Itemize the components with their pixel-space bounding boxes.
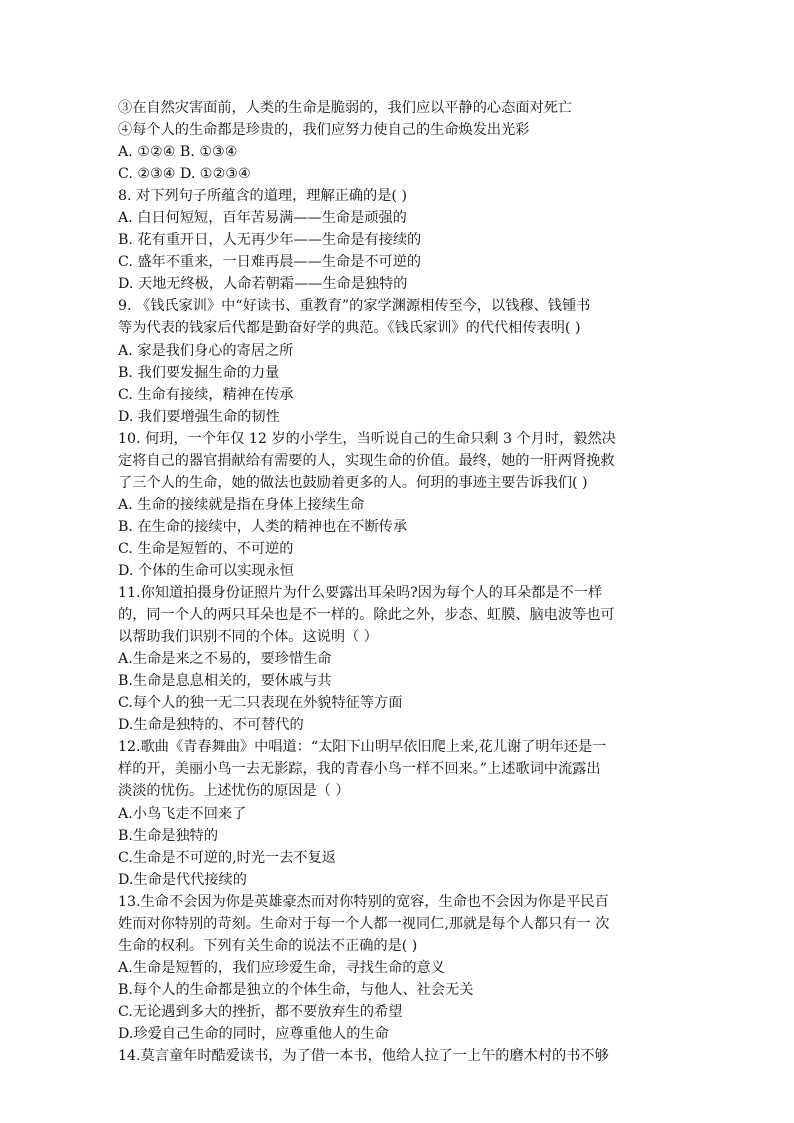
text-line: 13.生命不会因为你是英雄豪杰而对你特别的宽容，生命也不会因为你是平民百 <box>118 893 609 910</box>
text-line: B.生命是独特的 <box>118 827 219 844</box>
text-line: A. 生命的接续就是指在身体上接续生命 <box>118 496 365 513</box>
text-line: 10. 何玥，一个年仅 12 岁的小学生，当听说自己的生命只剩 3 个月时，毅然决 <box>118 430 616 447</box>
text-line: 样的开，美丽小鸟一去无影踪，我的青春小鸟一样不回来。”上述歌词中流露出 <box>118 761 601 778</box>
text-line: D.珍爱自己生命的同时，应尊重他人的生命 <box>118 1025 389 1042</box>
text-line: 以帮助我们识别不同的个体。这说明（ ） <box>118 629 378 646</box>
text-line: C.每个人的独一无二只表现在外貌特征等方面 <box>118 695 403 712</box>
text-line: 淡淡的忧伤。上述忧伤的原因是（ ） <box>118 783 350 800</box>
text-line: C. 盛年不重来，一日难再晨——生命是不可逆的 <box>118 254 422 271</box>
text-line: 8. 对下列句子所蕴含的道理，理解正确的是( ) <box>118 188 408 205</box>
text-line: D. 我们要增强生命的韧性 <box>118 408 280 425</box>
text-line: B. 花有重开日，人无再少年——生命是有接续的 <box>118 232 422 249</box>
text-line: B. 我们要发掘生命的力量 <box>118 364 280 381</box>
text-line: D. 个体的生命可以实现永恒 <box>118 562 294 579</box>
text-line: 姓而对你特别的苛刻。生命对于每一个人都一视同仁,那就是每个人都只有一 次 <box>118 915 610 932</box>
text-line: D. 天地无终极，人命若朝霜——生命是独特的 <box>118 276 408 293</box>
text-line: A.小鸟飞走不回来了 <box>118 805 247 822</box>
text-line: A.生命是来之不易的，要珍惜生命 <box>118 651 332 668</box>
text-line: B.生命是息息相关的，要休戚与共 <box>118 673 332 690</box>
text-line: A. 家是我们身心的寄居之所 <box>118 342 294 359</box>
text-line: 定将自己的器官捐献给有需要的人，实现生命的价值。最终，她的一肝两肾挽救 <box>118 452 615 469</box>
text-line: 12.歌曲《青春舞曲》中唱道：“太阳下山明早依旧爬上来,花儿谢了明年还是一 <box>118 739 607 756</box>
text-line: C. ②③④ D. ①②③④ <box>118 166 251 183</box>
text-line: C.生命是不可逆的,时光一去不复返 <box>118 849 336 866</box>
text-line: 等为代表的钱家后代都是勤奋好学的典范。《钱氏家训》的代代相传表明( ) <box>118 320 581 337</box>
text-line: A.生命是短暂的，我们应珍爱生命，寻找生命的意义 <box>118 959 445 976</box>
text-line: D.生命是独特的、不可替代的 <box>118 717 304 734</box>
text-line: 14.莫言童年时酷爱读书，为了借一本书，他给人拉了一上午的磨木村的书不够 <box>118 1048 609 1065</box>
text-line: ③在自然灾害面前，人类的生命是脆弱的，我们应以平静的心态面对死亡 <box>118 100 573 116</box>
text-line: C.无论遇到多大的挫折，都不要放弃生的希望 <box>118 1003 403 1020</box>
text-line: B. 在生命的接续中，人类的精神也在不断传承 <box>118 518 408 535</box>
document-page <box>118 97 688 1067</box>
text-line: 生命的权利。下列有关生命的说法不正确的是( ) <box>118 937 418 954</box>
text-line: A. 白日何短短，百年苦易满——生命是顽强的 <box>118 210 407 227</box>
text-line: B.每个人的生命都是独立的个体生命，与他人、社会无关 <box>118 981 474 998</box>
text-line: A. ①②④ B. ①③④ <box>118 144 238 161</box>
text-line: C. 生命是短暂的、不可逆的 <box>118 540 294 557</box>
text-line: 11.你知道拍摄身份证照片为什么要露出耳朵吗?因为每个人的耳朵都是不一样 <box>118 585 603 602</box>
text-line: ④每个人的生命都是珍贵的，我们应努力使自己的生命焕发出光彩 <box>118 122 530 139</box>
text-line: 9. 《钱氏家训》中“好读书、重教育”的家学渊源相传至今，以钱穆、钱锺书 <box>118 298 591 315</box>
text-line: 的，同一个人的两只耳朵也是不一样的。除此之外，步态、虹膜、脑电波等也可 <box>118 607 615 624</box>
text-line: D.生命是代代接续的 <box>118 871 247 888</box>
text-line: C. 生命有接续，精神在传承 <box>118 386 294 403</box>
text-line: 了三个人的生命，她的做法也鼓励着更多的人。何玥的事迹主要告诉我们( ) <box>118 474 588 491</box>
